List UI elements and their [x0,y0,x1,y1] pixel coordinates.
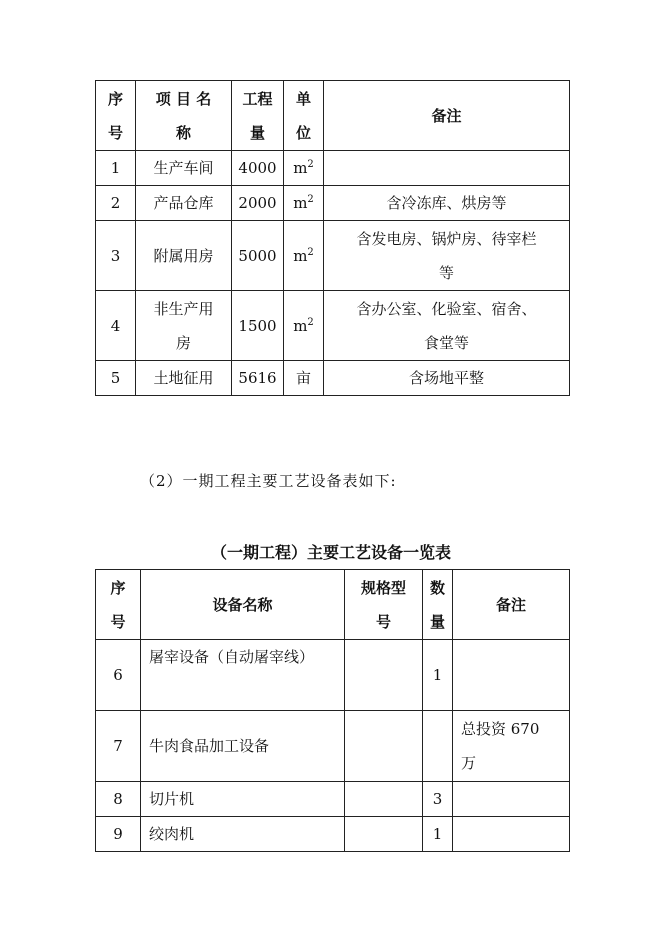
cell-unit: $m^2$ [284,151,324,186]
cell-name: 附属用房 [136,221,232,291]
header-spec: 规格型 号 [345,570,423,640]
equipment-table [95,569,570,852]
cell-seq: 7 [96,711,141,782]
table-row [96,151,570,186]
section-paragraph: （2）一期工程主要工艺设备表如下: [140,472,397,490]
header-remark: 备注 [453,570,570,640]
cell-remark: 含场地平整 [324,361,570,396]
table-row [96,817,570,852]
cell-name: 屠宰设备（自动屠宰线） [141,640,345,711]
cell-name: 切片机 [141,782,345,817]
header-name: 设备名称 [141,570,345,640]
cell-seq: 8 [96,782,141,817]
cell-spec [345,782,423,817]
cell-name: 产品仓库 [136,186,232,221]
header-seq: 序 号 [96,570,141,640]
table-row [96,361,570,396]
table-row [96,782,570,817]
cell-remark: 含发电房、锅炉房、待宰栏 等 [324,221,570,291]
cell-unit: $m^2$ [284,186,324,221]
cell-spec [345,640,423,711]
header-seq: 序 号 [96,81,136,151]
cell-count: 1 [423,640,453,711]
cell-name: 土地征用 [136,361,232,396]
cell-seq: 6 [96,640,141,711]
cell-remark [453,817,570,852]
cell-seq: 2 [96,186,136,221]
cell-remark [453,782,570,817]
table-row [96,711,570,782]
cell-count: 3 [423,782,453,817]
cell-qty: 2000 [232,186,284,221]
cell-remark: 含办公室、化验室、宿舍、 食堂等 [324,291,570,361]
cell-spec [345,711,423,782]
cell-name: 非生产用 房 [136,291,232,361]
table-row [96,186,570,221]
cell-name: 生产车间 [136,151,232,186]
cell-qty: 4000 [232,151,284,186]
cell-unit: $m^2$ [284,221,324,291]
header-qty: 工程 量 [232,81,284,151]
header-unit: 单 位 [284,81,324,151]
header-name: 项 目 名 称 [136,81,232,151]
project-table [95,80,570,396]
cell-qty: 1500 [232,291,284,361]
cell-name: 绞肉机 [141,817,345,852]
cell-seq: 3 [96,221,136,291]
cell-remark: 含冷冻库、烘房等 [324,186,570,221]
cell-spec [345,817,423,852]
cell-qty: 5000 [232,221,284,291]
table-header-row [96,570,570,640]
cell-count [423,711,453,782]
header-count: 数 量 [423,570,453,640]
cell-seq: 9 [96,817,141,852]
table-title: （一期工程）主要工艺设备一览表 [210,543,451,562]
cell-seq: 1 [96,151,136,186]
cell-seq: 4 [96,291,136,361]
cell-seq: 5 [96,361,136,396]
cell-count: 1 [423,817,453,852]
header-remark: 备注 [324,81,570,151]
cell-unit: 亩 [284,361,324,396]
cell-remark [453,640,570,711]
cell-unit: $m^2$ [284,291,324,361]
cell-remark: 总投资 670 万 [453,711,570,782]
cell-remark [324,151,570,186]
cell-name: 牛肉食品加工设备 [141,711,345,782]
table-row [96,640,570,711]
table-row [96,221,570,291]
table-header-row [96,81,570,151]
table-row [96,291,570,361]
cell-qty: 5616 [232,361,284,396]
